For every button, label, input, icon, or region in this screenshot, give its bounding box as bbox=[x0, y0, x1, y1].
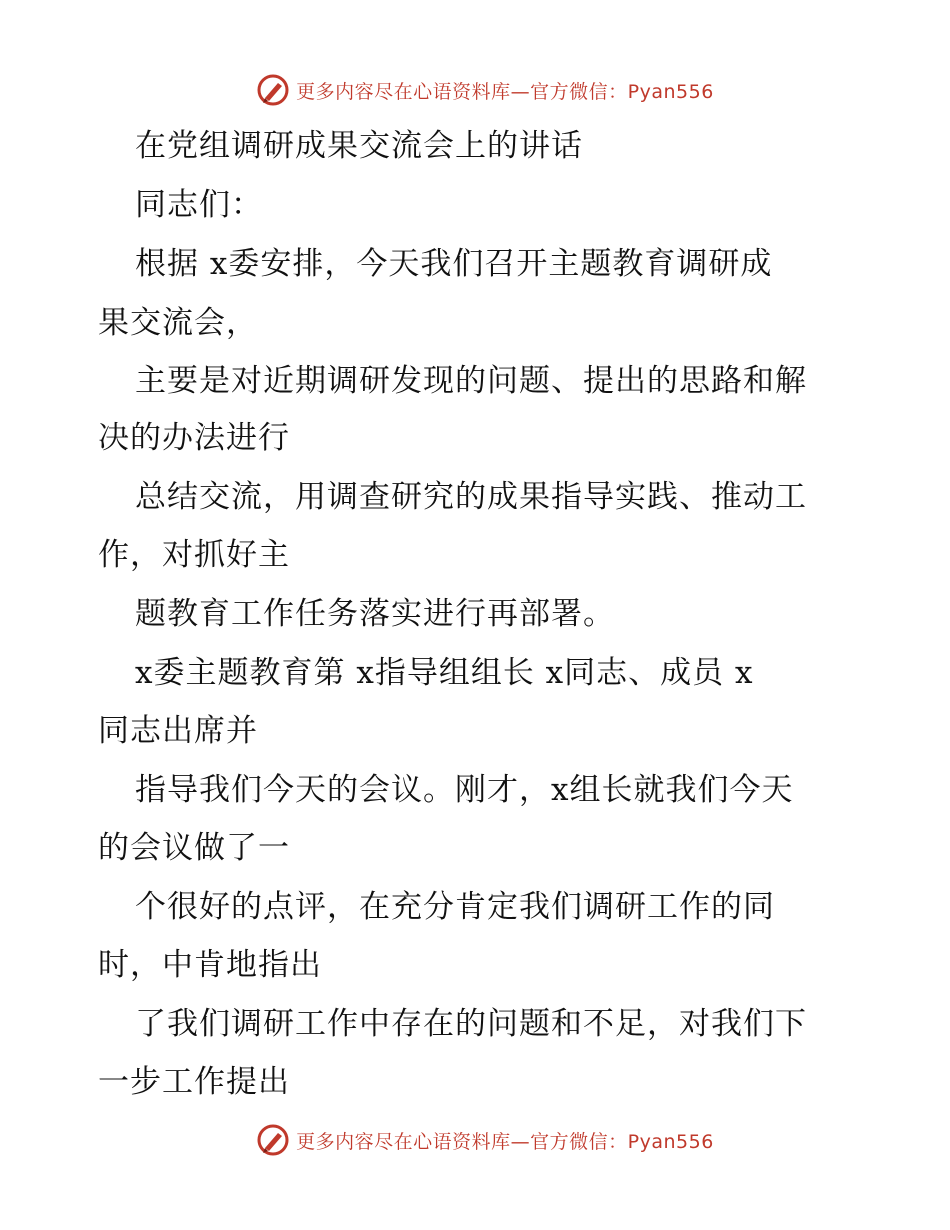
doc-line: 一步工作提出 bbox=[98, 1064, 290, 1100]
doc-line: 个很好的点评，在充分肯定我们调研工作的同 bbox=[135, 889, 775, 925]
doc-line: 决的办法进行 bbox=[98, 420, 290, 456]
doc-line: x委主题教育第 x指导组组长 x同志、成员 x bbox=[135, 655, 754, 691]
doc-line: 指导我们今天的会议。刚才，x组长就我们今天 bbox=[135, 772, 794, 808]
doc-line: 总结交流，用调查研究的成果指导实践、推动工 bbox=[135, 479, 807, 515]
doc-line: 了我们调研工作中存在的问题和不足，对我们下 bbox=[135, 1006, 807, 1042]
doc-line: 同志们： bbox=[135, 187, 263, 223]
header-banner bbox=[0, 70, 950, 110]
pen-logo-icon bbox=[256, 1123, 290, 1157]
doc-line: 作，对抓好主 bbox=[98, 537, 290, 573]
doc-line: 时，中肯地指出 bbox=[98, 947, 322, 983]
pen-logo-icon bbox=[256, 73, 290, 107]
doc-line: 主要是对近期调研发现的问题、提出的思路和解 bbox=[135, 363, 807, 399]
doc-title: 在党组调研成果交流会上的讲话 bbox=[135, 128, 583, 164]
doc-line: 题教育工作任务落实进行再部署。 bbox=[135, 596, 615, 632]
doc-line: 的会议做了一 bbox=[98, 830, 290, 866]
doc-line: 根据 x委安排，今天我们召开主题教育调研成 bbox=[135, 246, 773, 282]
footer-banner-text: 更多内容尽在心语资料库—官方微信：Pyan556 bbox=[296, 1130, 714, 1153]
footer-banner-inner bbox=[256, 1123, 714, 1157]
header-banner-inner bbox=[256, 73, 714, 107]
footer-banner bbox=[0, 1120, 950, 1160]
header-banner-text: 更多内容尽在心语资料库—官方微信：Pyan556 bbox=[296, 80, 714, 103]
doc-line: 同志出席并 bbox=[98, 713, 258, 749]
doc-line: 果交流会， bbox=[98, 305, 258, 341]
